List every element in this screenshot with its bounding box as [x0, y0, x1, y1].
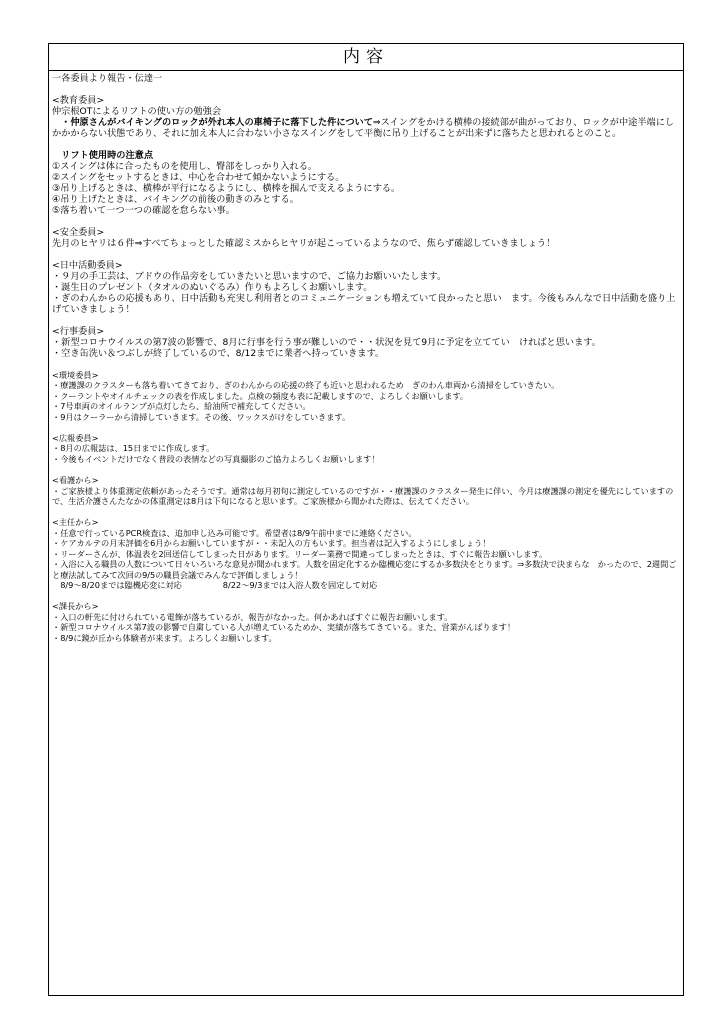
- section-heading: <教育委員>: [52, 95, 105, 106]
- spacer: [52, 590, 680, 601]
- report-section: [52, 260, 680, 315]
- section-line: ・ぎのわんからの応援もあり、日中活動も充実し利用者とのコミュニケーションも増えていて良かったと思い ます。今後もみんなで日中活動を盛り上げていきましょう！: [52, 293, 676, 315]
- spacer: [52, 315, 680, 326]
- section-line: ・ケアカルテの月末評価を6月からお願いしていますが・・未記入の方もいます。担当者は記入するようにしましょう！: [52, 538, 491, 549]
- section-heading: <主任から>: [52, 517, 99, 528]
- spacer: [52, 84, 680, 95]
- spacer: [52, 422, 680, 433]
- section-line: ・入口の軒先に付けられている電飾が落ちているが、報告がなかった。何かあればすぐに報告お願いします。: [52, 611, 453, 622]
- report-section: [52, 517, 680, 590]
- report-section: [52, 475, 680, 506]
- section-heading: <日中活動委員>: [52, 260, 123, 271]
- section-line: ・8/9に鏡が丘から体験者が来ます。よろしくお願いします。: [52, 632, 277, 643]
- report-section: [52, 326, 680, 359]
- section-line: ・ご家族様より体重測定依頼があったそうです。通常は毎月初旬に測定しているのですが・・療護課のクラスター発生に伴い、今月は療護課の測定を優先にしていますので、生活介護さんたなかの体重測定は8月は下旬になると思います。ご家族様から聞かれた際は、伝えてください。: [52, 485, 674, 507]
- report-section: [52, 95, 680, 216]
- report-content: [49, 71, 683, 654]
- section-heading: <広報委員>: [52, 433, 99, 444]
- document-frame: [48, 43, 684, 996]
- section-heading: <安全委員>: [52, 227, 105, 238]
- section-line: ・９月の手工芸は、ブドウの作品旁をしていきたいと思いますので、ご協力お願いいたします。: [52, 271, 447, 282]
- section-line: 先月のヒヤリは６件⇒すべてちょっとした確認ミスからヒヤリが起こっているようなので、焦らず確認していきましょう！: [52, 238, 556, 249]
- section-heading: <環境委員>: [52, 370, 99, 380]
- spacer: [52, 643, 680, 654]
- section-line: ・8月の広報誌は、15日までに作成します。: [52, 443, 215, 454]
- section-line: ・クーラントやオイルチェックの表を作成しました。点検の頻度も表に記載しますので、よろしくお願いします。: [52, 390, 469, 401]
- section-line: ・新型コロナウイルスの第7波の影響で、8月に行事を行う事が難しいので・・状況を見て9月に予定を立ててい ければと思います。: [52, 337, 601, 348]
- section-heading: <課長から>: [52, 601, 99, 612]
- section-line: [52, 139, 680, 150]
- section-heading: <看護から>: [52, 475, 99, 486]
- body-text: ⇒スイングをかける横棒の接続部が曲がっており、ロックが中途半端にしかかからない状態であり、それに加え本人に合わない小さなスイングをして平衡に吊り上げることが出来ずに落ちたと思われるとのこと。: [52, 117, 675, 139]
- section-line: 仲宗根OTによるリフトの使い方の勉強会: [52, 106, 222, 117]
- section-line: ・新型コロナウイルス第7波の影響で自粛している人が増えているためか、実績が落ちてきている。また、営業がんばります！: [52, 622, 516, 633]
- section-line: ⑤落ち着いて一つ一つの確認を怠らない事。: [52, 205, 235, 216]
- section-line: ①スイングは体に合ったものを使用し、臀部をしっかり入れる。: [52, 161, 318, 172]
- section-line: [52, 117, 680, 139]
- section-line: ・誕生日のプレゼント（タオルのぬいぐるみ）作りもよろしくお願いします。: [52, 282, 373, 293]
- section-line: ④吊り上げたときは、バイキングの前後の動きのみとする。: [52, 194, 299, 205]
- section-line: ②スイングをセットするときは、中心を合わせて傾かないようにする。: [52, 172, 345, 183]
- spacer: [52, 506, 680, 517]
- spacer: [52, 216, 680, 227]
- spacer: [52, 249, 680, 260]
- report-section: [52, 370, 680, 422]
- section-line: ・7号車両のオイルランプが点灯したら、給油所で補充してください。: [52, 401, 311, 412]
- report-section: [52, 227, 680, 249]
- section-line: ・今後もイベントだけでなく普段の表情などの写真撮影のご協力よろしくお願いします！: [52, 453, 380, 464]
- section-heading: <行事委員>: [52, 326, 105, 337]
- section-line: リフト使用時の注意点: [52, 150, 154, 161]
- spacer: [52, 359, 680, 370]
- report-section: [52, 433, 680, 464]
- section-line: ・入浴に入る職員の人数について日々いろいろな意見が聞かれます。人数を固定化するか臨機応変にするか多数決をとります。⇒多数決で決まらな かったので、2週間ごと療法試してみて次回の9/5の職員会議でみんなで評価しましょう！: [52, 559, 677, 580]
- section-line: ・空き缶洗い＆つぶしが終了しているので、8/12までに業者へ持っていきます。: [52, 348, 385, 359]
- section-line: 8/9～8/20までは臨機応変に対応 8/22～9/3までは入浴人数を固定して対応: [52, 579, 378, 590]
- report-section: [52, 601, 680, 643]
- page-title: 内容: [49, 44, 683, 71]
- spacer: [52, 464, 680, 475]
- section-line: ・リーダーさんが、体温表を2回送信してしまった日があります。リーダー業務で間違ってしまったときは、すぐに報告お願いします。: [52, 548, 548, 559]
- intro-line: 一各委員より報告・伝達一: [52, 73, 163, 84]
- section-line: ・療護課のクラスターも落ち着いてきており、ぎのわんからの応援の終了も近いと思われるため ぎのわん車両から清掃をしていきたい。: [52, 380, 560, 391]
- section-line: ・任意で行っているPCR検査は、追加申し込み可能です。希望者は8/9午前中までに連絡ください。: [52, 527, 417, 538]
- emphasis-text: ・仲原さんがバイキングのロックが外れ本人の車椅子に落下した件について: [52, 117, 373, 128]
- section-line: ・9月はクーラーから清掃していきます。その後、ワックスがけをしていきます。: [52, 411, 351, 422]
- section-line: ③吊り上げるときは、横棒が平行になるようにし、横棒を掴んで支えるようにする。: [52, 183, 401, 194]
